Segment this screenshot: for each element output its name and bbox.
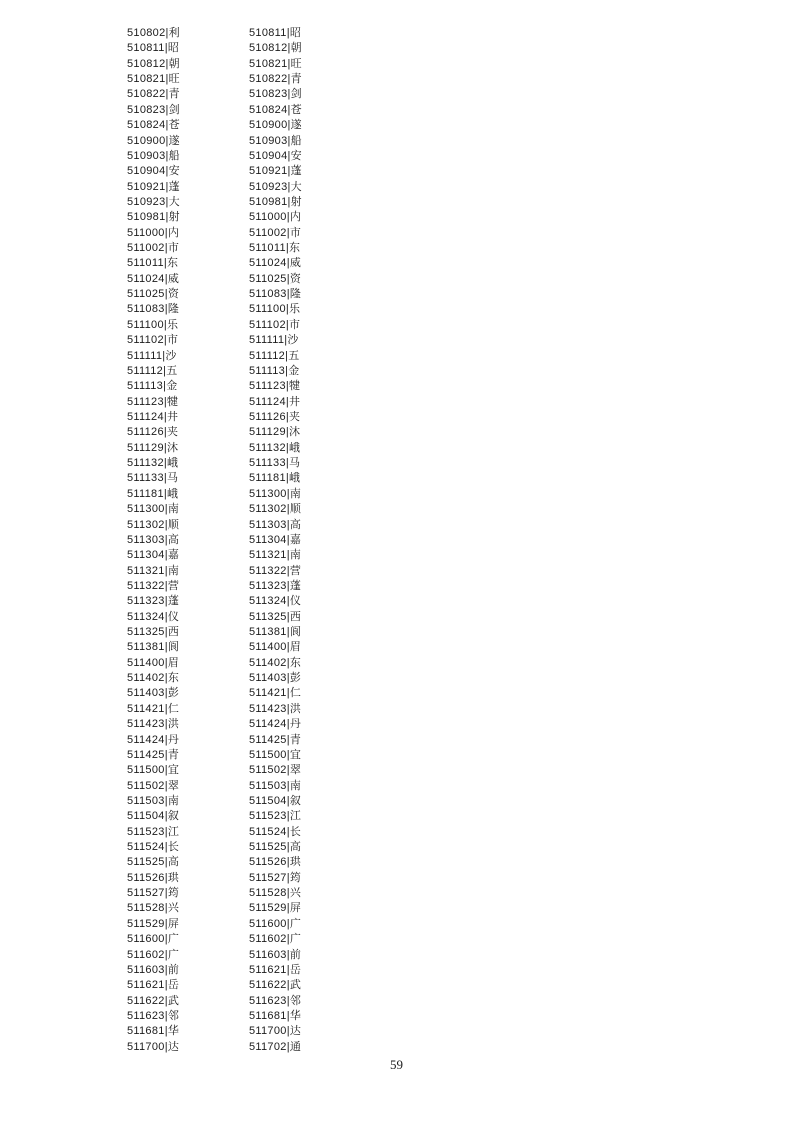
- code-line: 511129|沐: [127, 441, 179, 454]
- code-line: 510821|旺: [249, 57, 302, 70]
- code-line: 511403|彭: [249, 672, 302, 685]
- code-line: 511381|阆: [249, 626, 302, 639]
- code-line: 511129|沐: [249, 426, 301, 439]
- code-line: 511112|五: [127, 364, 178, 377]
- code-line: 510822|青: [127, 88, 180, 101]
- code-line: 511300|南: [249, 487, 302, 500]
- code-line: 511100|乐: [249, 303, 301, 316]
- code-line: 510812|朝: [249, 42, 302, 55]
- code-line: 511528|兴: [249, 887, 302, 900]
- code-line: 511523|江: [127, 825, 180, 838]
- code-line: 510811|昭: [249, 27, 302, 39]
- code-column-left: [127, 26, 180, 1055]
- code-line: 510900|遂: [249, 119, 302, 132]
- code-line: 510923|大: [249, 180, 302, 193]
- code-line: 511124|井: [127, 410, 179, 423]
- code-line: 511323|蓬: [127, 595, 180, 608]
- code-line: 510903|船: [249, 134, 302, 147]
- code-line: 511424|丹: [249, 718, 302, 731]
- code-line: 511324|仪: [127, 610, 180, 623]
- code-line: 511002|市: [249, 226, 302, 239]
- code-line: 511323|蓬: [249, 579, 302, 592]
- code-line: 511504|叙: [249, 794, 302, 807]
- code-line: 511132|峨: [127, 457, 179, 470]
- code-line: 511527|筠: [249, 871, 302, 884]
- code-line: 511523|江: [249, 810, 302, 823]
- code-line: 510823|剑: [127, 103, 180, 116]
- code-line: 511500|宜: [127, 764, 180, 777]
- code-line: 511529|屏: [127, 917, 180, 930]
- code-line: 511700|达: [249, 1025, 302, 1038]
- code-line: 511321|南: [249, 549, 302, 562]
- code-line: 511325|西: [127, 626, 180, 639]
- code-line: 511102|市: [127, 334, 179, 347]
- code-line: 511100|乐: [127, 318, 179, 331]
- code-line: 511302|顺: [249, 503, 302, 516]
- code-line: 511525|高: [127, 856, 180, 869]
- code-line: 510981|射: [249, 195, 302, 208]
- code-line: 511526|珙: [127, 871, 180, 884]
- code-line: 511083|隆: [127, 303, 180, 316]
- code-line: 511423|洪: [127, 718, 180, 731]
- code-line: 511181|峨: [249, 472, 301, 485]
- code-line: 511681|华: [127, 1025, 180, 1038]
- code-line: 511425|青: [249, 733, 302, 746]
- code-line: 511303|高: [249, 518, 302, 531]
- code-line: 511381|阆: [127, 641, 180, 654]
- code-line: 511700|达: [127, 1040, 180, 1053]
- code-line: 511083|隆: [249, 288, 302, 301]
- code-line: 511304|嘉: [127, 549, 180, 562]
- code-line: 511025|资: [249, 272, 302, 285]
- code-line: 511123|犍: [127, 395, 179, 408]
- code-line: 511111|沙: [249, 334, 299, 347]
- code-line: 511526|珙: [249, 856, 302, 869]
- code-line: 511181|峨: [127, 487, 179, 500]
- code-line: 510900|遂: [127, 134, 180, 147]
- code-line: 511324|仪: [249, 595, 302, 608]
- code-line: 511503|南: [127, 794, 180, 807]
- code-line: 511025|资: [127, 288, 180, 301]
- code-line: 511113|金: [127, 380, 178, 393]
- code-line: 511503|南: [249, 779, 302, 792]
- code-line: 511527|筠: [127, 887, 180, 900]
- code-line: 511011|东: [127, 257, 179, 270]
- code-line: 511321|南: [127, 564, 180, 577]
- code-line: 511303|高: [127, 533, 180, 546]
- code-line: 511621|岳: [249, 963, 302, 976]
- page-number: 59: [390, 1057, 403, 1072]
- code-line: 511525|高: [249, 841, 302, 854]
- code-line: 511322|营: [249, 564, 302, 577]
- code-line: 511322|营: [127, 579, 180, 592]
- code-line: 511500|宜: [249, 748, 302, 761]
- code-line: 511622|武: [127, 994, 180, 1007]
- code-line: 511112|五: [249, 349, 300, 362]
- code-line: 511603|前: [249, 948, 302, 961]
- code-line: 511502|翠: [249, 764, 302, 777]
- code-line: 511621|岳: [127, 979, 180, 992]
- code-line: 510811|昭: [127, 42, 180, 55]
- code-line: 511133|马: [127, 472, 179, 485]
- code-line: 511421|仁: [127, 702, 180, 715]
- code-line: 511300|南: [127, 503, 180, 516]
- code-line: 511102|市: [249, 318, 301, 331]
- code-line: 510802|利: [127, 27, 180, 39]
- code-line: 511603|前: [127, 963, 180, 976]
- code-line: 511623|邻: [249, 994, 302, 1007]
- code-line: 511402|东: [127, 672, 180, 685]
- code-line: 510921|蓬: [249, 165, 302, 178]
- code-line: 511424|丹: [127, 733, 180, 746]
- code-line: 511002|市: [127, 242, 180, 255]
- code-line: 510923|大: [127, 195, 180, 208]
- code-line: 511126|夹: [127, 426, 179, 439]
- code-line: 511024|威: [249, 257, 302, 270]
- code-line: 511400|眉: [127, 656, 180, 669]
- code-line: 510822|青: [249, 73, 302, 86]
- code-line: 511011|东: [249, 242, 301, 255]
- code-line: 511124|井: [249, 395, 301, 408]
- code-line: 511528|兴: [127, 902, 180, 915]
- code-line: 511600|广: [127, 933, 180, 946]
- code-line: 511702|通: [249, 1040, 302, 1053]
- code-line: 511403|彭: [127, 687, 180, 700]
- code-line: 511132|峨: [249, 441, 301, 454]
- code-line: 511302|顺: [127, 518, 180, 531]
- code-line: 510821|旺: [127, 73, 180, 86]
- code-line: 511622|武: [249, 979, 302, 992]
- code-line: 511133|马: [249, 457, 301, 470]
- code-line: 511024|威: [127, 272, 180, 285]
- code-line: 511113|金: [249, 364, 300, 377]
- code-line: 511000|内: [127, 226, 180, 239]
- code-line: 511111|沙: [127, 349, 177, 362]
- code-line: 511524|长: [127, 841, 180, 854]
- code-line: 510904|安: [127, 165, 180, 178]
- code-line: 511123|犍: [249, 380, 301, 393]
- code-line: 511423|洪: [249, 702, 302, 715]
- code-line: 511681|华: [249, 1010, 302, 1022]
- code-line: 510823|剑: [249, 88, 302, 101]
- code-line: 511502|翠: [127, 779, 180, 792]
- code-line: 511126|夹: [249, 410, 301, 423]
- code-line: 511304|嘉: [249, 533, 302, 546]
- code-line: 510824|苍: [249, 103, 302, 116]
- code-line: 510921|蓬: [127, 180, 180, 193]
- code-line: 511000|内: [249, 211, 302, 224]
- code-line: 511425|青: [127, 748, 180, 761]
- code-line: 511400|眉: [249, 641, 302, 654]
- code-line: 511504|叙: [127, 810, 180, 823]
- code-line: 511421|仁: [249, 687, 302, 700]
- code-line: 511623|邻: [127, 1010, 180, 1022]
- code-line: 510903|船: [127, 149, 180, 162]
- code-line: 511402|东: [249, 656, 302, 669]
- code-line: 511600|广: [249, 917, 302, 930]
- code-line: 510981|射: [127, 211, 180, 224]
- code-line: 510904|安: [249, 149, 302, 162]
- code-column-right: [249, 26, 302, 1055]
- code-line: 511524|长: [249, 825, 302, 838]
- code-line: 511602|广: [127, 948, 180, 961]
- code-line: 510824|苍: [127, 119, 180, 132]
- code-line: 510812|朝: [127, 57, 180, 70]
- code-line: 511602|广: [249, 933, 302, 946]
- code-line: 511325|西: [249, 610, 302, 623]
- code-line: 511529|屏: [249, 902, 302, 915]
